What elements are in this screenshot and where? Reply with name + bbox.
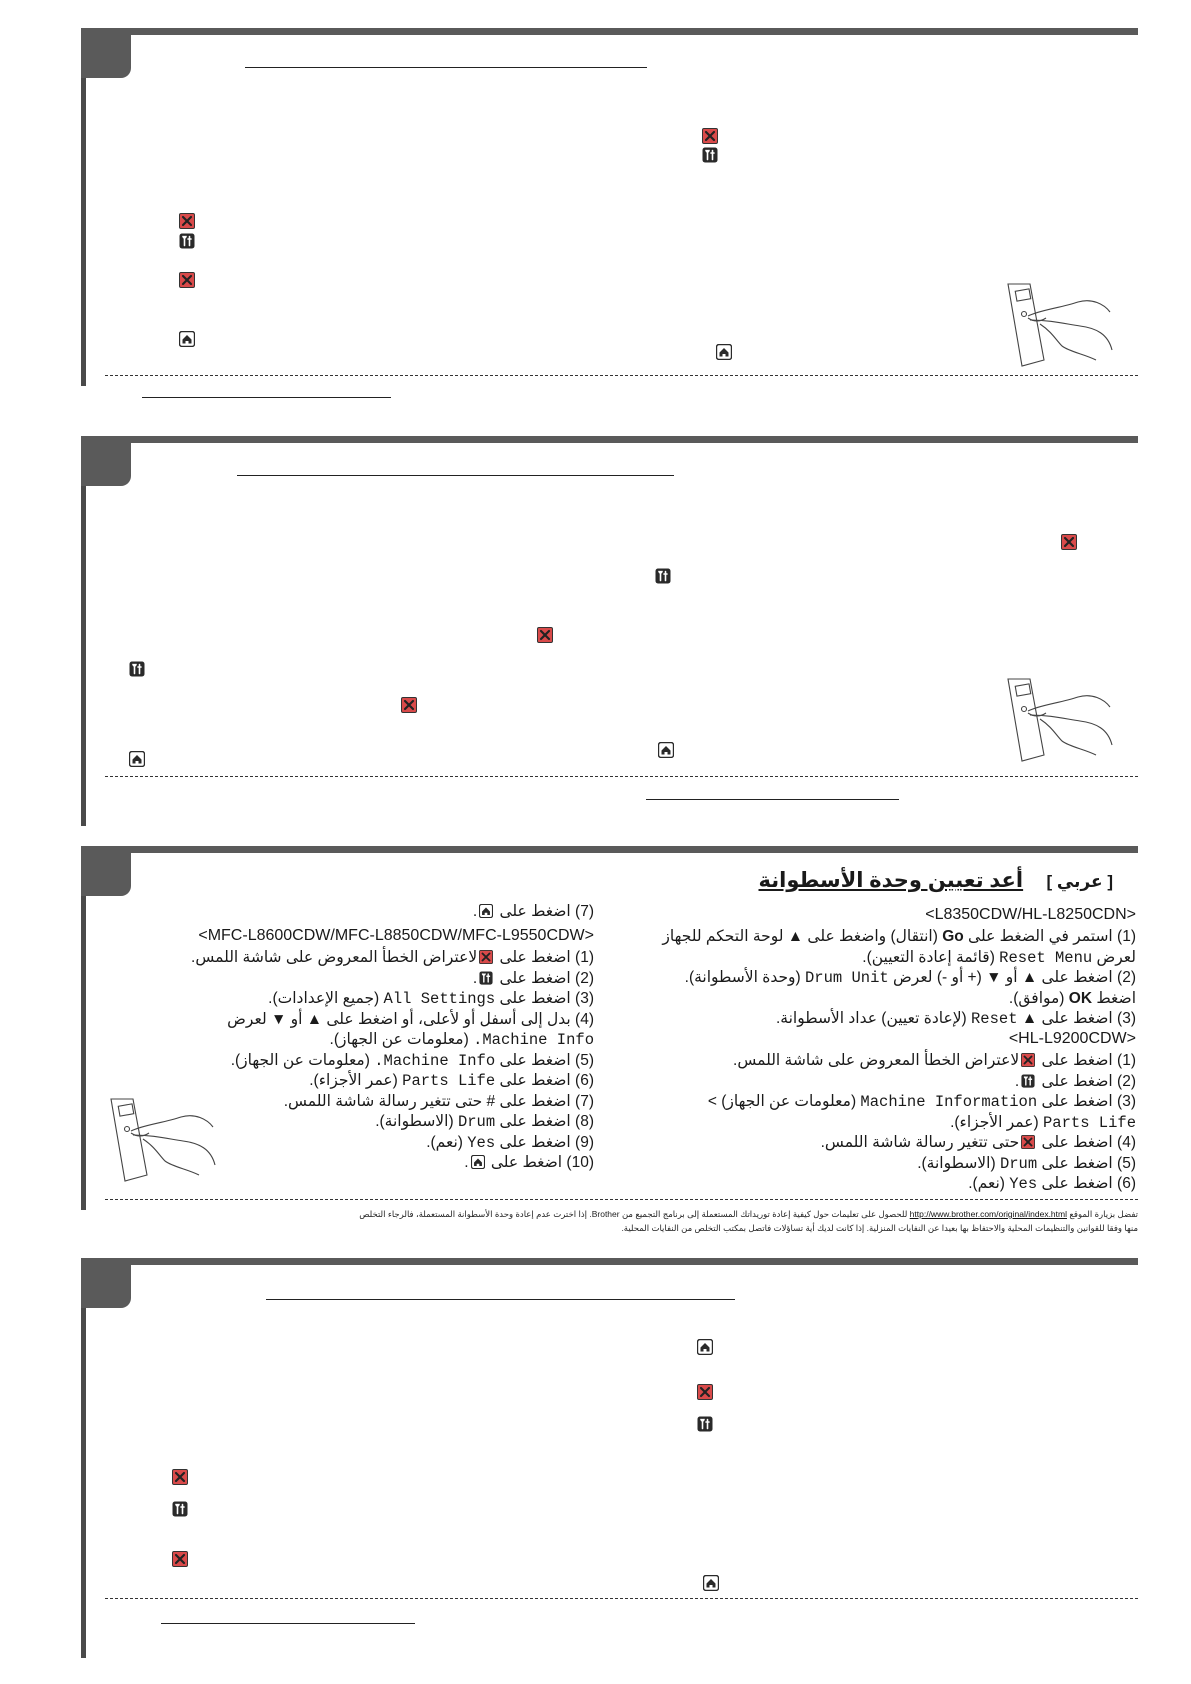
steps-l8350 bbox=[616, 927, 1136, 1030]
cross-icon bbox=[172, 1551, 188, 1567]
home-icon bbox=[716, 344, 732, 360]
section-divider bbox=[105, 375, 1138, 376]
step-line: (6) اضغط على Parts Life (عمر الأجزاء). bbox=[309, 1072, 594, 1090]
cross-icon bbox=[479, 950, 493, 964]
panel-left-bar bbox=[81, 846, 86, 1210]
cross-icon bbox=[1061, 534, 1077, 550]
step-line: (1) اضغط على لاعتراض الخطأ المعروض على شاشة اللمس. bbox=[733, 1052, 1136, 1069]
step-line: (10) اضغط على . bbox=[464, 1154, 594, 1171]
section-heading: أعد تعيين وحدة الأسطوانة bbox=[758, 869, 1024, 892]
home-icon bbox=[129, 751, 145, 767]
panel-left-bar bbox=[81, 28, 86, 386]
footnote-line-2: منها وفقا للقوانين والتنظيمات المحلية والاحتفاظ بها بعيدا عن النفايات المنزلية. إذا كانت لديك أية تساؤلات فاتصل بمكتب التخلص من النفايات المحلية. bbox=[621, 1223, 1138, 1233]
step-line: (9) اضغط على Yes (نعم). bbox=[426, 1133, 594, 1152]
cross-icon bbox=[1021, 1135, 1035, 1149]
panel-top-bar bbox=[81, 846, 1138, 853]
tools-icon bbox=[172, 1501, 188, 1517]
step-line: (5) اضغط على Machine Info. (معلومات عن الجهاز). bbox=[230, 1051, 594, 1070]
section-panel-1 bbox=[81, 28, 1138, 386]
cross-icon bbox=[1021, 1053, 1035, 1067]
home-icon bbox=[471, 1155, 485, 1169]
cross-icon bbox=[537, 627, 553, 643]
step-line: (3) اضغط على Machine Information (معلومات عن الجهاز) > bbox=[707, 1093, 1136, 1111]
cross-icon bbox=[172, 1469, 188, 1485]
home-icon bbox=[179, 331, 195, 347]
panel-left-bar bbox=[81, 1258, 86, 1658]
panel-top-bar bbox=[81, 28, 1138, 35]
footnote-line-1: تفضل بزيارة الموقع http://www.brother.com/original/index.html للحصول على تعليمات حول كيفية إعادة توريداتك المستعملة إلى برنامج التجميع من Brother. إذا اخترت عدم إعادة وحدة الأسطوانة المستعملة، فالرجاء التخلص bbox=[359, 1209, 1138, 1219]
cross-icon bbox=[179, 213, 195, 229]
recycling-footnote bbox=[98, 1207, 1138, 1235]
section-4-footer-underline bbox=[161, 1623, 415, 1624]
section-4-title-underline bbox=[266, 1299, 735, 1300]
home-icon bbox=[658, 742, 674, 758]
cross-icon bbox=[697, 1384, 713, 1400]
hand-press-illustration bbox=[1000, 280, 1120, 370]
section-divider bbox=[105, 776, 1138, 777]
language-label: [ عربي ] bbox=[1046, 872, 1113, 891]
step-line: Machine Info. (معلومات عن الجهاز). bbox=[329, 1031, 594, 1049]
step-line: (7) اضغط على # حتى تتغير رسالة شاشة اللمس. bbox=[283, 1092, 594, 1110]
step-line: (7) اضغط على . bbox=[472, 903, 594, 920]
step-line: (4) اضغط على حتى تتغير رسالة شاشة اللمس. bbox=[820, 1134, 1136, 1151]
model-heading: <L8350CDW/HL-L8250CDN> bbox=[925, 906, 1136, 923]
model-heading: <MFC-L8600CDW/MFC-L8850CDW/MFC-L9550CDW> bbox=[198, 927, 594, 944]
section-1-footer-underline bbox=[142, 397, 391, 398]
tools-icon bbox=[479, 971, 493, 985]
tools-icon bbox=[1021, 1074, 1035, 1088]
brother-recycle-link[interactable]: http://www.brother.com/original/index.html bbox=[909, 1209, 1067, 1219]
panel-tab bbox=[81, 846, 131, 896]
tools-icon bbox=[655, 568, 671, 584]
cross-icon bbox=[702, 128, 718, 144]
step-line: (2) اضغط على . bbox=[472, 969, 594, 987]
step-line: (3) اضغط على ▲ Reset (لإعادة تعيين) عداد الأسطوانة. bbox=[775, 1010, 1136, 1028]
step-line: (6) اضغط على Yes (نعم). bbox=[968, 1175, 1136, 1193]
step-line: (1) استمر في الضغط على Go (انتقال) واضغط على ▲ لوحة التحكم للجهاز bbox=[662, 928, 1136, 945]
step-line: Parts Life (عمر الأجزاء). bbox=[950, 1113, 1136, 1132]
panel-tab bbox=[81, 1258, 131, 1308]
panel-tab bbox=[81, 28, 131, 78]
section-panel-2 bbox=[81, 436, 1138, 826]
section-divider bbox=[105, 1598, 1138, 1599]
model-heading: <HL-L9200CDW> bbox=[1008, 1030, 1136, 1047]
step-line: (1) اضغط على لاعتراض الخطأ المعروض على شاشة اللمس. bbox=[191, 949, 594, 966]
section-divider bbox=[105, 1199, 1138, 1200]
panel-top-bar bbox=[81, 1258, 1138, 1265]
step-line: (3) اضغط على All Settings (جميع الإعدادات). bbox=[268, 990, 594, 1008]
tools-icon bbox=[179, 233, 195, 249]
hand-press-illustration bbox=[103, 1095, 223, 1185]
cross-icon bbox=[179, 272, 195, 288]
tools-icon bbox=[129, 661, 145, 677]
cross-icon bbox=[401, 697, 417, 713]
step-line: لعرض Reset Menu (قائمة إعادة التعيين). bbox=[862, 948, 1136, 967]
panel-left-bar bbox=[81, 436, 86, 826]
step-line: (8) اضغط على Drum (الاسطوانة). bbox=[375, 1113, 594, 1131]
section-2-title-underline bbox=[237, 475, 674, 476]
tools-icon bbox=[702, 147, 718, 163]
step-line: (2) اضغط على ▲ أو ▼ (+ أو -) لعرض Drum Unit (وحدة الأسطوانة). bbox=[684, 969, 1136, 987]
step-line: اضغط OK (موافق). bbox=[1008, 989, 1136, 1007]
home-icon bbox=[703, 1575, 719, 1591]
section-title bbox=[759, 868, 1114, 893]
steps-l9200 bbox=[616, 1051, 1136, 1195]
hand-press-illustration bbox=[1000, 675, 1120, 765]
panel-top-bar bbox=[81, 436, 1138, 443]
section-2-footer-underline bbox=[646, 799, 899, 800]
section-1-title-underline bbox=[245, 67, 647, 68]
step-line: (2) اضغط على . bbox=[1014, 1072, 1136, 1090]
tools-icon bbox=[697, 1416, 713, 1432]
step-line: (4) بدل إلى أسفل أو لأعلى، أو اضغط على ▲ أو ▼ لعرض bbox=[227, 1010, 594, 1028]
panel-tab bbox=[81, 436, 131, 486]
step-line: (5) اضغط على Drum (الاسطوانة). bbox=[917, 1154, 1136, 1173]
home-icon bbox=[479, 904, 493, 918]
home-icon bbox=[697, 1339, 713, 1355]
step-home-prev bbox=[174, 902, 594, 923]
